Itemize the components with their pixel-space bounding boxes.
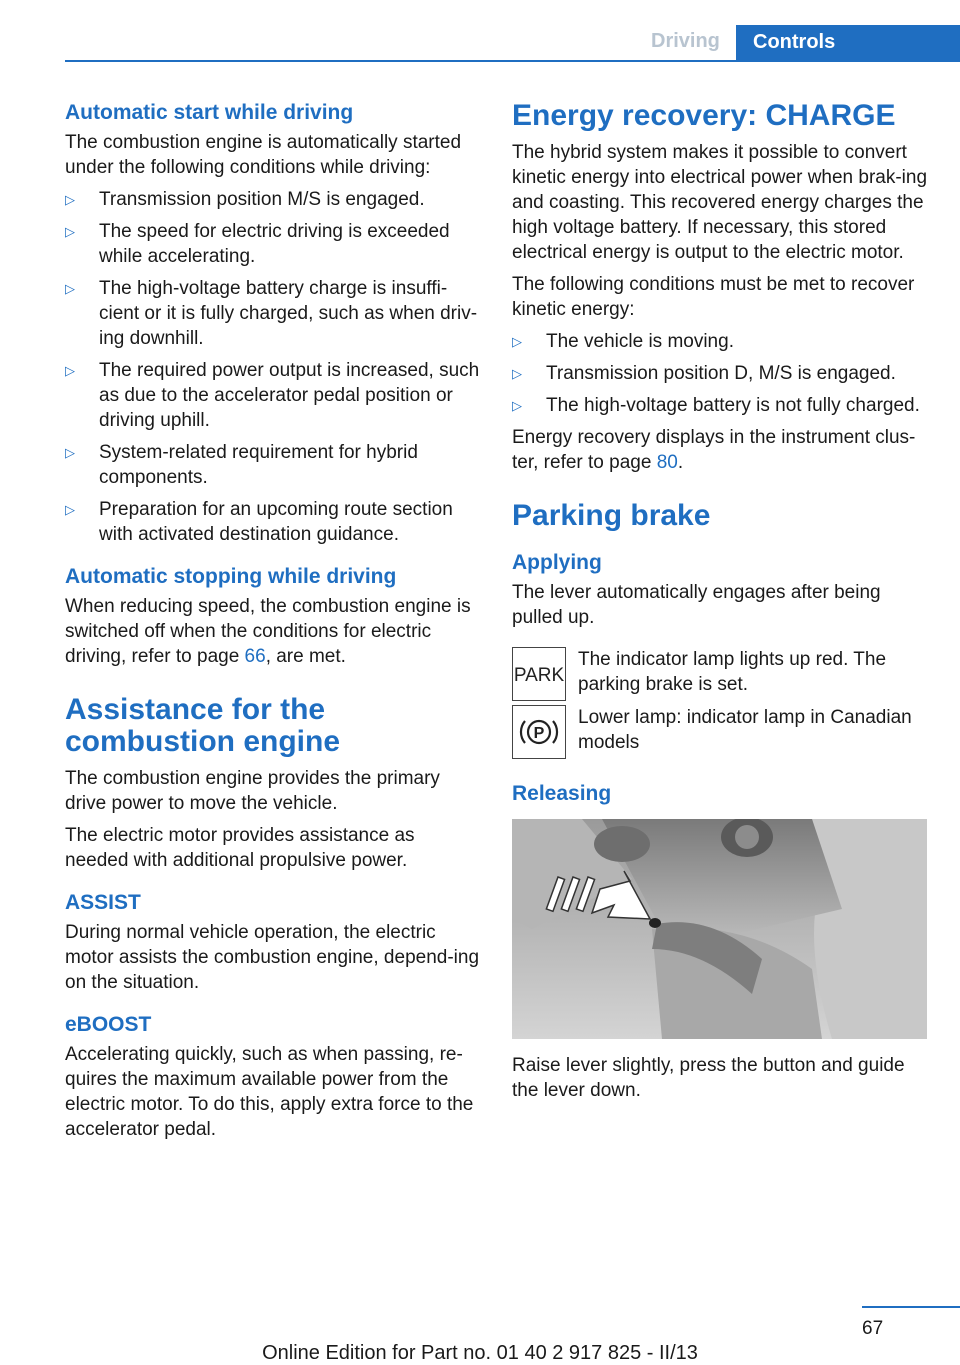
assist-section-p2: The electric motor provides assistance as needed with additional propulsive power. (65, 825, 415, 871)
park-lamp-text: The indicator lamp lights up red. The parking brake is set. (578, 649, 887, 695)
auto-start-intro: The combustion engine is automatically started under the following conditions while driving: (65, 132, 462, 178)
list-item: ▷ The required power output is increased, such as due to the accelerator pedal position or driving uphill. (65, 360, 480, 431)
canadian-lamp-row (512, 705, 932, 759)
applying-text: The lever automatically engages after being pulled up. (512, 582, 881, 628)
energy-p3: Energy recovery displays in the instrument clus‐ter, refer to page 80. (512, 427, 916, 473)
list-item: ▷ Transmission position D, M/S is engaged. (512, 363, 896, 384)
triangle-bullet-icon: ▷ (65, 502, 75, 517)
assist-text: During normal vehicle operation, the electric motor assists the combustion engine, depend‐ing on the situation. (65, 922, 480, 993)
triangle-bullet-icon: ▷ (65, 224, 75, 239)
auto-start-list (65, 187, 483, 547)
assist-heading: ASSIST (65, 891, 141, 914)
triangle-bullet-icon: ▷ (65, 281, 75, 296)
chapter-tab: Controls (736, 25, 960, 62)
energy-p1: The hybrid system makes it possible to convert kinetic energy into electrical power when brak‐ing and coasting. This recovered energy charges the high voltage battery. If necessary, this stored electrical energy is output to the electric motor. (512, 142, 928, 263)
page-link-66[interactable]: 66 (244, 646, 266, 667)
triangle-bullet-icon: ▷ (65, 363, 75, 378)
svg-text:PARK: PARK (514, 665, 564, 686)
list-item: ▷ The high-voltage battery charge is insuffi‐cient or it is fully charged, such as when driv‐ing downhill. (65, 278, 478, 349)
assist-section-p1: The combustion engine provides the primary drive power to move the vehicle. (65, 768, 440, 814)
park-indicator-icon (512, 647, 566, 701)
energy-list (512, 329, 932, 418)
list-item: ▷ Transmission position M/S is engaged. (65, 189, 425, 210)
triangle-bullet-icon: ▷ (65, 445, 75, 460)
triangle-bullet-icon: ▷ (512, 398, 522, 413)
triangle-bullet-icon: ▷ (512, 334, 522, 349)
triangle-bullet-icon: ▷ (512, 366, 522, 381)
list-item: ▷ The high-voltage battery is not fully charged. (512, 395, 920, 416)
auto-start-heading: Automatic start while driving (65, 101, 354, 124)
canadian-lamp-text: Lower lamp: indicator lamp in Canadian models (578, 707, 912, 753)
list-item: ▷ Preparation for an upcoming route section with activated destination guidance. (65, 499, 453, 545)
releasing-heading: Releasing (512, 782, 612, 805)
footer-rule (862, 1306, 960, 1308)
parking-brake-p-icon (512, 705, 566, 759)
auto-stop-text: When reducing speed, the combustion engine is switched off when the conditions for electric driving, refer to page 66, are met. (65, 596, 471, 667)
eboost-text: Accelerating quickly, such as when passing, re‐quires the maximum available power from the electric motor. To do this, apply extra force to the accelerator pedal. (65, 1044, 474, 1140)
list-item: ▷ System-related requirement for hybrid components. (65, 442, 418, 488)
applying-heading: Applying (512, 551, 602, 574)
eboost-heading: eBOOST (65, 1013, 152, 1036)
page-number: 67 (862, 1318, 884, 1339)
energy-heading: Energy recovery: CHARGE (512, 99, 896, 132)
parking-brake-lever-image (512, 819, 927, 1039)
section-label: Driving (651, 30, 720, 52)
list-item: ▷ The speed for electric driving is exceeded while accelerating. (65, 221, 450, 267)
right-column (512, 100, 932, 1110)
auto-stop-heading: Automatic stopping while driving (65, 565, 397, 588)
energy-p2: The following conditions must be met to recover kinetic energy: (512, 274, 915, 320)
left-column (65, 100, 483, 1149)
park-lamp-row (512, 647, 932, 701)
parking-heading: Parking brake (512, 499, 711, 532)
assist-section-heading: Assistance for the combustion engine (65, 693, 341, 758)
list-item: ▷ The vehicle is moving. (512, 331, 734, 352)
page-link-80[interactable]: 80 (656, 452, 678, 473)
releasing-text: Raise lever slightly, press the button and guide the lever down. (512, 1055, 905, 1101)
header-rule (65, 60, 960, 62)
edition-footer: Online Edition for Part no. 01 40 2 917 825 - II/13 (262, 1342, 698, 1364)
triangle-bullet-icon: ▷ (65, 192, 75, 207)
svg-text:P: P (533, 725, 545, 742)
